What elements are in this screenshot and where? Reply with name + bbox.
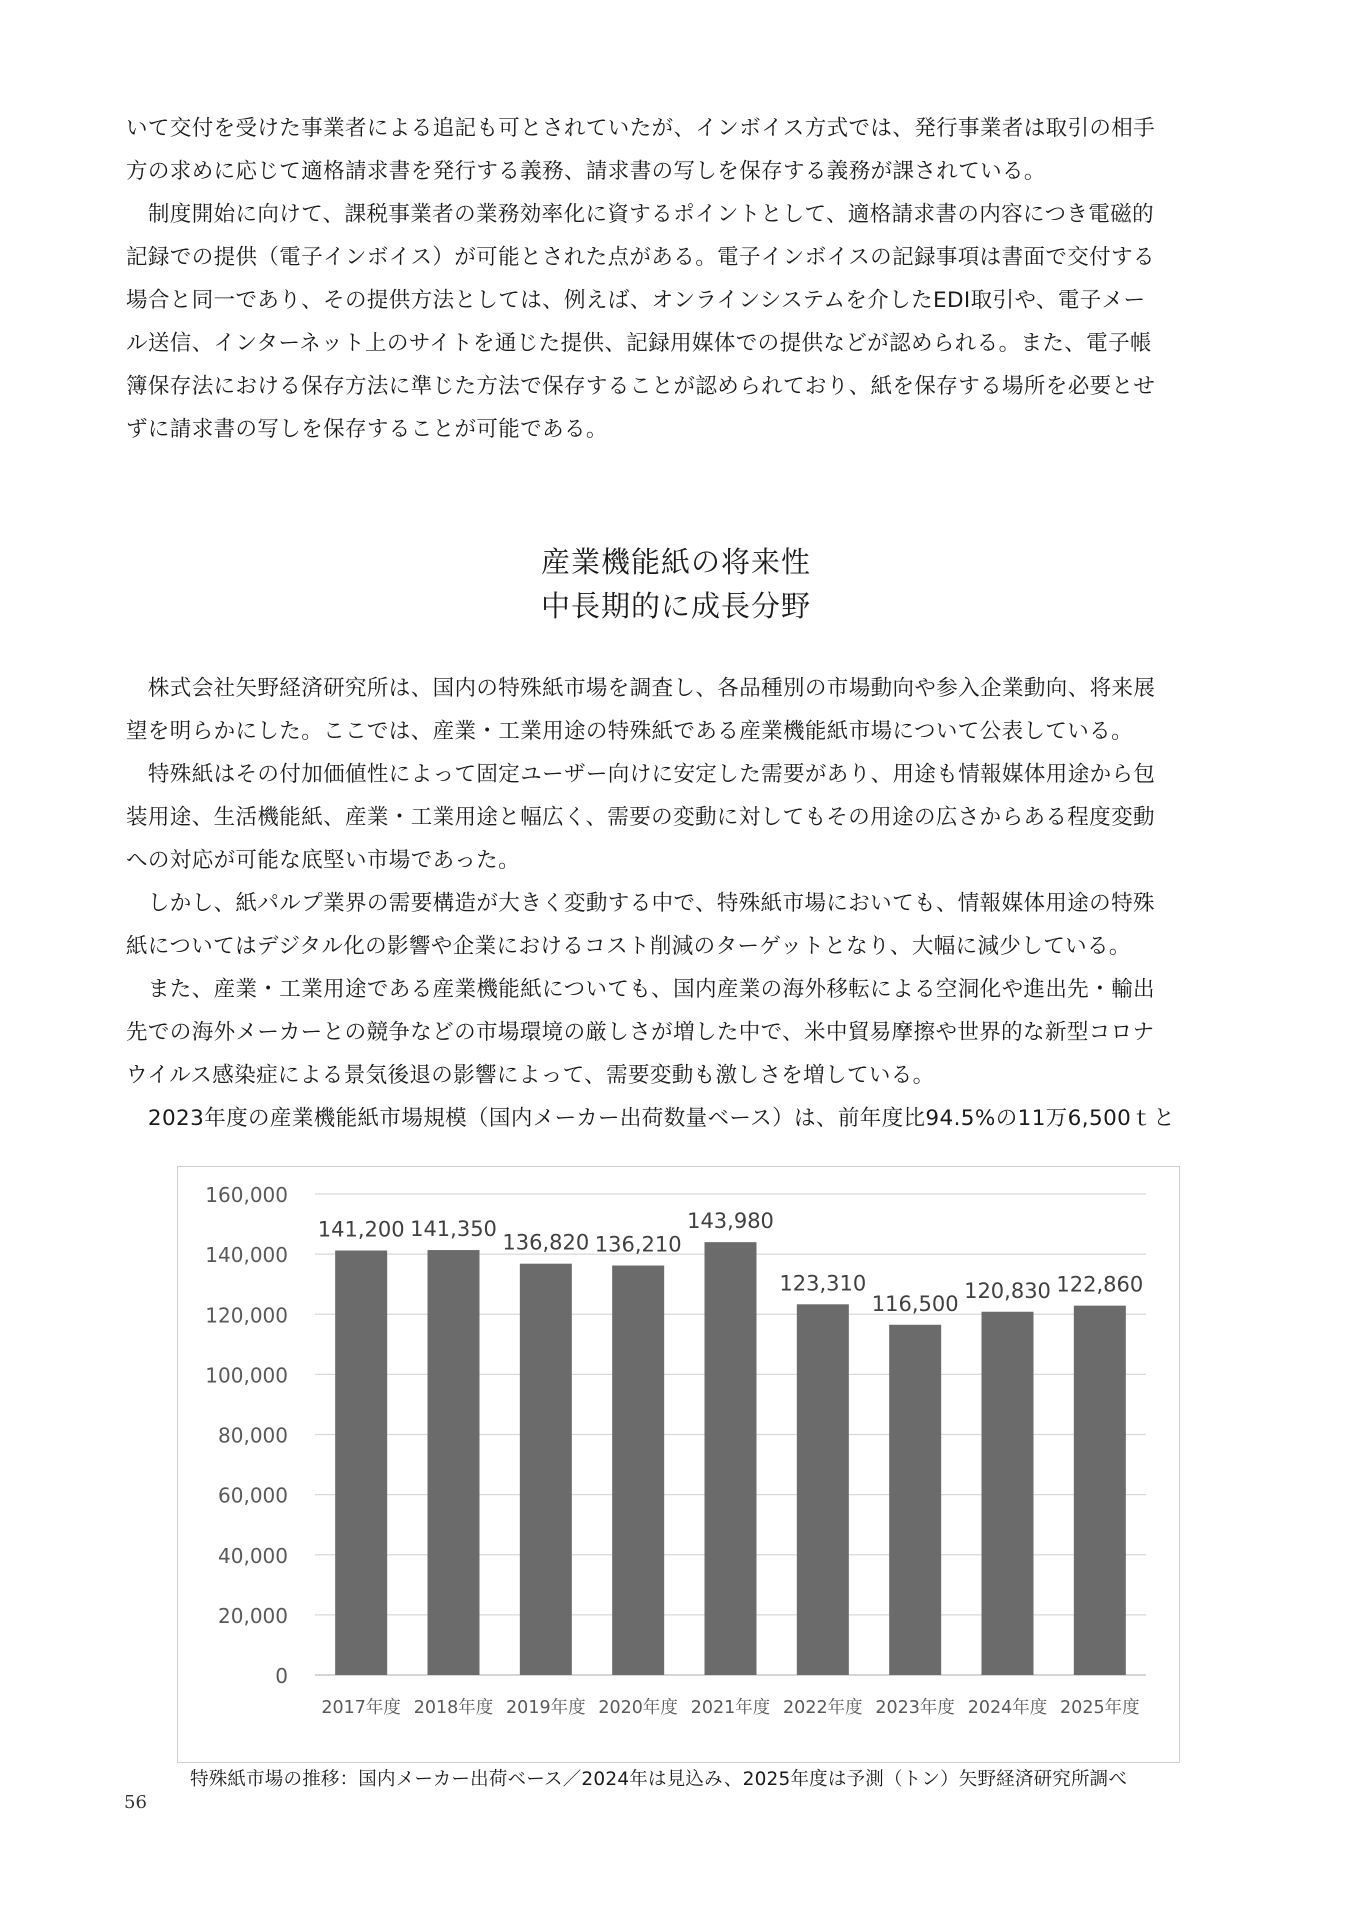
bar [520, 1264, 572, 1675]
paragraph-demand-change [126, 882, 1230, 968]
section-title: 産業機能紙の将来性 [540, 545, 811, 579]
data-label: 141,350 [410, 1217, 497, 1242]
y-tick-label: 140,000 [205, 1243, 288, 1268]
text-line: いて交付を受けた事業者による追記も可とされていたが、インボイス方式では、発行事業者は取引の相手 [126, 116, 1156, 141]
y-tick-label: 40,000 [218, 1543, 288, 1568]
bar-chart [177, 1166, 1180, 1763]
text-line: 先での海外メーカーとの競争などの市場環境の厳しさが増した中で、米中貿易摩擦や世界的な新型コロナ [126, 1020, 1155, 1045]
y-tick-label: 160,000 [205, 1183, 288, 1207]
bar [335, 1251, 387, 1675]
text-line: への対応が可能な底堅い市場であった。 [126, 848, 520, 873]
data-label: 141,200 [317, 1217, 405, 1242]
paragraph-yano-research [126, 667, 1230, 753]
text-line: 装用途、生活機能紙、産業・工業用途と幅広く、需要の変動に対してもその用途の広さからある程度変動 [126, 805, 1155, 830]
data-label: 120,830 [964, 1278, 1051, 1303]
text-line: また、産業・工業用途である産業機能紙についても、国内産業の海外移転による空洞化や進出先・輸出 [126, 977, 1155, 1002]
text-line: 2023年度の産業機能紙市場規模（国内メーカー出荷数量ベース）は、前年度比94.5%の11万6,500ｔと [126, 1106, 1176, 1131]
x-tick-label: 2024年度 [967, 1698, 1048, 1718]
x-tick-label: 2020年度 [598, 1698, 678, 1718]
x-tick-label: 2018年度 [413, 1698, 494, 1718]
page-number: 56 [124, 1792, 147, 1813]
text-line: ずに請求書の写しを保存することが可能である。 [126, 417, 608, 442]
bar [889, 1325, 941, 1675]
text-line: 望を明らかにした。ここでは、産業・工業用途の特殊紙である産業機能紙市場について公表している。 [126, 719, 1133, 744]
text-line: 記録での提供（電子インボイス）が可能とされた点がある。電子インボイスの記録事項は書面で交付する [126, 245, 1155, 270]
data-label: 123,310 [779, 1271, 867, 1296]
data-label: 143,980 [687, 1209, 774, 1234]
y-tick-label: 120,000 [205, 1303, 288, 1328]
section-subtitle: 中長期的に成長分野 [540, 589, 811, 623]
text-line: ル送信、インターネット上のサイトを通じた提供、記録用媒体での提供などが認められる。また、電子帳 [126, 331, 1152, 356]
paragraph-market-size [126, 1097, 1230, 1140]
bar [797, 1304, 849, 1675]
data-label: 136,820 [502, 1230, 590, 1255]
bar [428, 1250, 480, 1675]
x-tick-label: 2017年度 [321, 1698, 401, 1718]
bar [612, 1266, 664, 1675]
chart-caption: 特殊紙市場の推移：国内メーカー出荷ベース／2024年は見込み、2025年度は予測（トン）矢野経済研究所調べ [190, 1769, 1128, 1790]
bar [705, 1242, 757, 1675]
chart-svg [178, 1167, 1178, 1761]
x-tick-label: 2025年度 [1060, 1698, 1140, 1718]
text-line: 紙についてはデジタル化の影響や企業におけるコスト削減のターゲットとなり、大幅に減少している。 [126, 934, 1131, 959]
section-heading [0, 540, 1352, 628]
paragraph-electronic-invoice [126, 193, 1230, 451]
data-label: 122,860 [1056, 1272, 1144, 1297]
bar [1074, 1306, 1126, 1675]
text-line: しかし、紙パルプ業界の需要構造が大きく変動する中で、特殊紙市場においても、情報媒体用途の特殊 [126, 891, 1155, 916]
text-line: ウイルス感染症による景気後退の影響によって、需要変動も激しさを増している。 [126, 1063, 935, 1088]
x-tick-label: 2023年度 [875, 1698, 955, 1718]
bar [982, 1312, 1034, 1675]
data-label: 116,500 [871, 1291, 959, 1316]
text-line: 特殊紙はその付加価値性によって固定ユーザー向けに安定した需要があり、用途も情報媒体用途から包 [126, 762, 1156, 787]
y-tick-label: 60,000 [218, 1483, 288, 1508]
text-line: 方の求めに応じて適格請求書を発行する義務、請求書の写しを保存する義務が課されている。 [126, 159, 1046, 184]
text-line: 株式会社矢野経済研究所は、国内の特殊紙市場を調査し、各品種別の市場動向や参入企業動向、将来展 [126, 676, 1156, 701]
y-tick-label: 0 [275, 1664, 288, 1688]
y-tick-label: 20,000 [218, 1603, 288, 1628]
text-line: 場合と同一であり、その提供方法としては、例えば、オンラインシステムを介したEDI取引や、電子メー [126, 288, 1146, 313]
y-tick-label: 100,000 [205, 1363, 288, 1388]
x-tick-label: 2019年度 [506, 1698, 586, 1718]
paragraph-specialty-paper [126, 753, 1230, 882]
paragraph-invoice-obligation [126, 107, 1230, 193]
y-tick-label: 80,000 [218, 1423, 288, 1448]
data-label: 136,210 [594, 1232, 682, 1257]
text-line: 簿保存法における保存方法に準じた方法で保存することが認められており、紙を保存する場所を必要とせ [126, 374, 1156, 399]
paragraph-industrial-use [126, 968, 1230, 1097]
x-tick-label: 2022年度 [783, 1698, 863, 1718]
x-tick-label: 2021年度 [690, 1698, 771, 1718]
text-line: 制度開始に向けて、課税事業者の業務効率化に資するポイントとして、適格請求書の内容につき電磁的 [126, 202, 1155, 227]
